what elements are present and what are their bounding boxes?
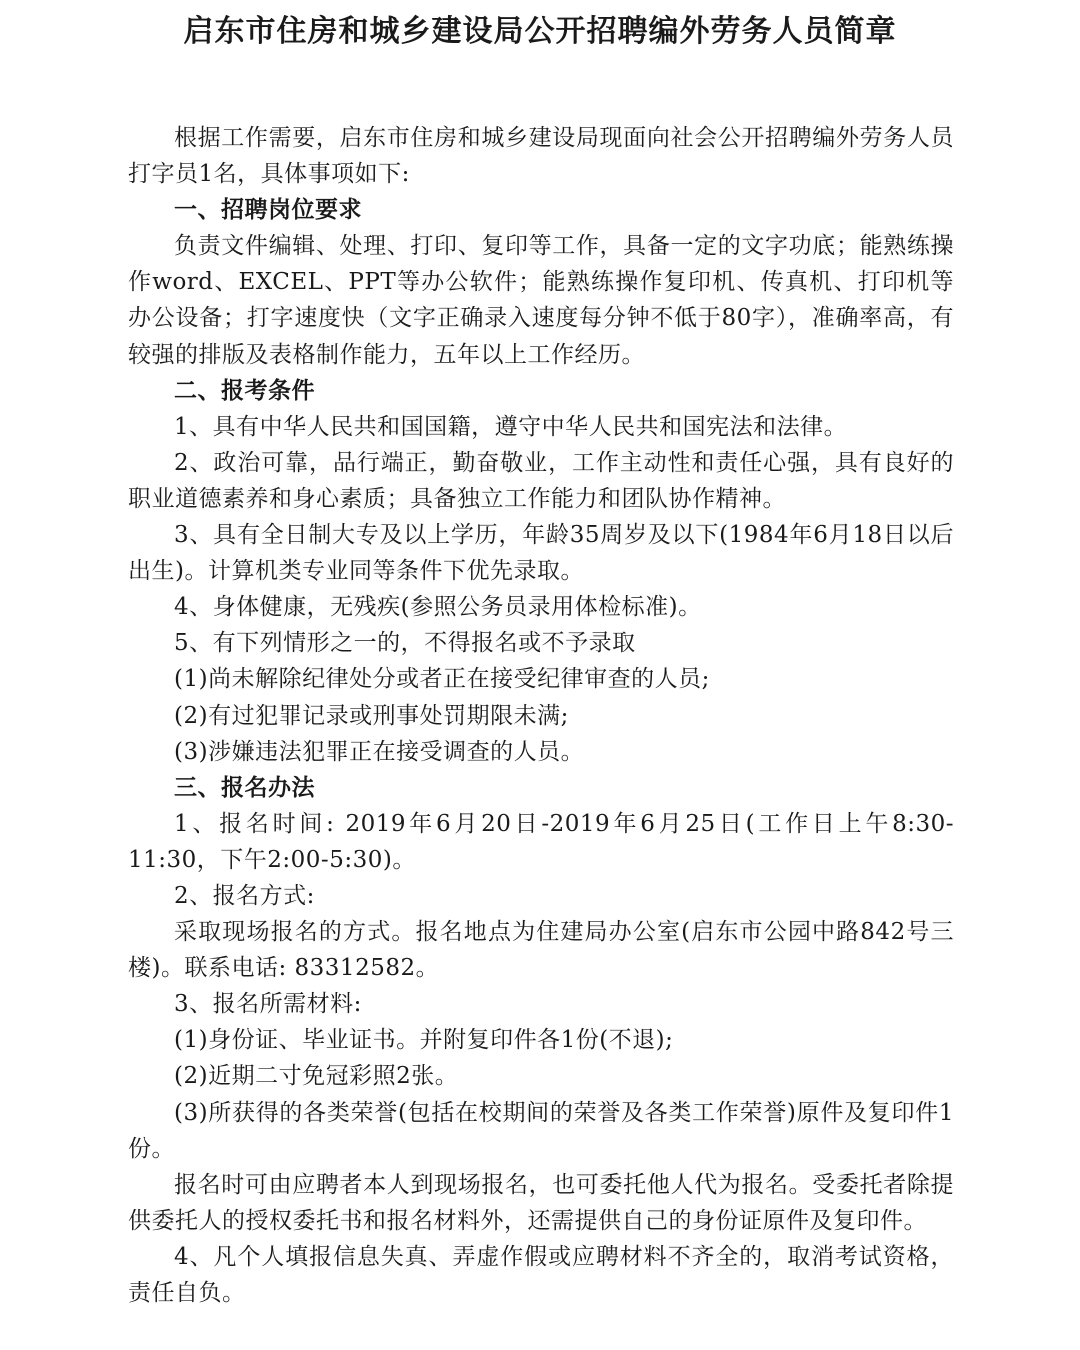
document-body [128, 120, 954, 1311]
condition-subitem: (1)尚未解除纪律处分或者正在接受纪律审查的人员; [174, 666, 710, 693]
condition-item: 5、有下列情形之一的，不得报名或不予录取 [174, 630, 636, 657]
condition-subitem: (2)有过犯罪记录或刑事处罚期限未满; [174, 702, 569, 729]
registration-item: 采取现场报名的方式。报名地点为住建局办公室(启东市公园中路842号三楼)。联系电话: 83312582。 [128, 919, 954, 982]
registration-subitem: (3)所获得的各类荣誉(包括在校期间的荣誉及各类工作荣誉)原件及复印件1份。 [128, 1099, 954, 1162]
registration-paragraph: 报名时可由应聘者本人到现场报名，也可委托他人代为报名。受委托者除提供委托人的授权委托书和报名材料外，还需提供自己的身份证原件及复印件。 [128, 1171, 954, 1234]
document-title: 启东市住房和城乡建设局公开招聘编外劳务人员简章 [183, 14, 897, 49]
condition-subitem: (3)涉嫌违法犯罪正在接受调查的人员。 [174, 738, 585, 765]
registration-item: 2、报名方式: [174, 882, 315, 909]
section-heading-job-requirements: 一、招聘岗位要求 [174, 196, 362, 224]
condition-item: 4、身体健康，无残疾(参照公务员录用体检标准)。 [174, 594, 702, 621]
job-requirements-paragraph: 负责文件编辑、处理、打印、复印等工作，具备一定的文字功底；能熟练操作word、EXCEL、PPT等办公软件；能熟练操作复印机、传真机、打印机等办公设备；打字速度快（文字正确录入速度每分钟不低于80字），准确率高，有较强的排版及表格制作能力，五年以上工作经历。 [128, 233, 954, 368]
intro-paragraph: 根据工作需要，启东市住房和城乡建设局现面向社会公开招聘编外劳务人员打字员1名，具体事项如下: [128, 125, 954, 188]
registration-item: 1、报名时间: 2019年6月20日-2019年6月25日(工作日上午8:30-11:30，下午2:00-5:30)。 [128, 810, 954, 873]
section-heading-registration: 三、报名办法 [174, 773, 315, 801]
section-heading-conditions: 二、报考条件 [174, 376, 315, 404]
registration-subitem: (2)近期二寸免冠彩照2张。 [174, 1063, 459, 1090]
condition-item: 3、具有全日制大专及以上学历，年龄35周岁及以下(1984年6月18日以后出生)。计算机类专业同等条件下优先录取。 [128, 522, 954, 585]
registration-item: 4、凡个人填报信息失真、弄虚作假或应聘材料不齐全的，取消考试资格，责任自负。 [128, 1243, 954, 1306]
registration-item: 3、报名所需材料: [174, 991, 362, 1018]
condition-item: 2、政治可靠，品行端正，勤奋敬业，工作主动性和责任心强，具有良好的职业道德素养和身心素质；具备独立工作能力和团队协作精神。 [128, 449, 954, 512]
condition-item: 1、具有中华人民共和国国籍，遵守中华人民共和国宪法和法律。 [174, 413, 848, 440]
registration-subitem: (1)身份证、毕业证书。并附复印件各1份(不退); [174, 1027, 674, 1054]
